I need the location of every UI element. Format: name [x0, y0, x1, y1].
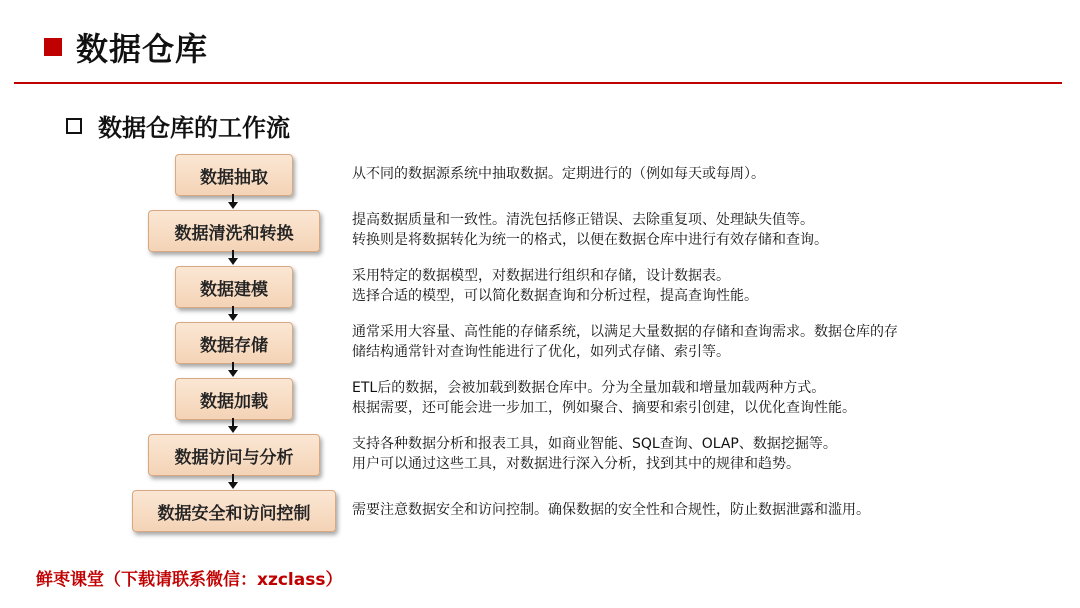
- description-line: 转换则是将数据转化为统一的格式，以便在数据仓库中进行有效存储和查询。: [352, 232, 828, 248]
- description-line: 储结构通常针对查询性能进行了优化，如列式存储、索引等。: [352, 344, 730, 360]
- step-description-2: [352, 210, 982, 250]
- step-box-3: 数据建模: [175, 266, 293, 308]
- description-line: 选择合适的模型，可以简化数据查询和分析过程，提高查询性能。: [352, 288, 758, 304]
- flow-arrow-5: [232, 418, 234, 427]
- page-title: 数据仓库: [76, 30, 209, 68]
- description-line: 通常采用大容量、高性能的存储系统，以满足大量数据的存储和查询需求。数据仓库的存: [352, 324, 898, 340]
- footer-watermark: 鲜枣课堂（下载请联系微信：xzclass）: [36, 570, 343, 590]
- description-line: 采用特定的数据模型，对数据进行组织和存储，设计数据表。: [352, 268, 730, 284]
- step-description-4: [352, 322, 982, 362]
- flow-arrow-2: [232, 250, 234, 259]
- description-line: 提高数据质量和一致性。清洗包括修正错误、去除重复项、处理缺失值等。: [352, 212, 814, 228]
- flow-arrow-1: [232, 194, 234, 203]
- step-description-7: [352, 500, 982, 520]
- step-box-5: 数据加载: [175, 378, 293, 420]
- description-line: 从不同的数据源系统中抽取数据。定期进行的（例如每天或每周）。: [352, 166, 765, 182]
- description-line: ETL后的数据，会被加载到数据仓库中。分为全量加载和增量加载两种方式。: [352, 380, 826, 396]
- description-line: 根据需要，还可能会进一步加工，例如聚合、摘要和索引创建，以优化查询性能。: [352, 400, 856, 416]
- step-description-3: [352, 266, 982, 306]
- description-line: 需要注意数据安全和访问控制。确保数据的安全性和合规性，防止数据泄露和滥用。: [352, 502, 870, 518]
- flow-arrow-4: [232, 362, 234, 371]
- step-description-5: [352, 378, 982, 418]
- step-box-2: 数据清洗和转换: [148, 210, 320, 252]
- flow-arrow-3: [232, 306, 234, 315]
- description-line: 支持各种数据分析和报表工具，如商业智能、SQL查询、OLAP、数据挖掘等。: [352, 436, 837, 452]
- flow-arrow-6: [232, 474, 234, 483]
- step-box-4: 数据存储: [175, 322, 293, 364]
- step-description-1: [352, 164, 982, 184]
- step-description-6: [352, 434, 982, 474]
- section-title: 数据仓库的工作流: [98, 114, 290, 142]
- step-box-6: 数据访问与分析: [148, 434, 320, 476]
- description-line: 用户可以通过这些工具，对数据进行深入分析，找到其中的规律和趋势。: [352, 456, 800, 472]
- step-box-7: 数据安全和访问控制: [132, 490, 336, 532]
- step-box-1: 数据抽取: [175, 154, 293, 196]
